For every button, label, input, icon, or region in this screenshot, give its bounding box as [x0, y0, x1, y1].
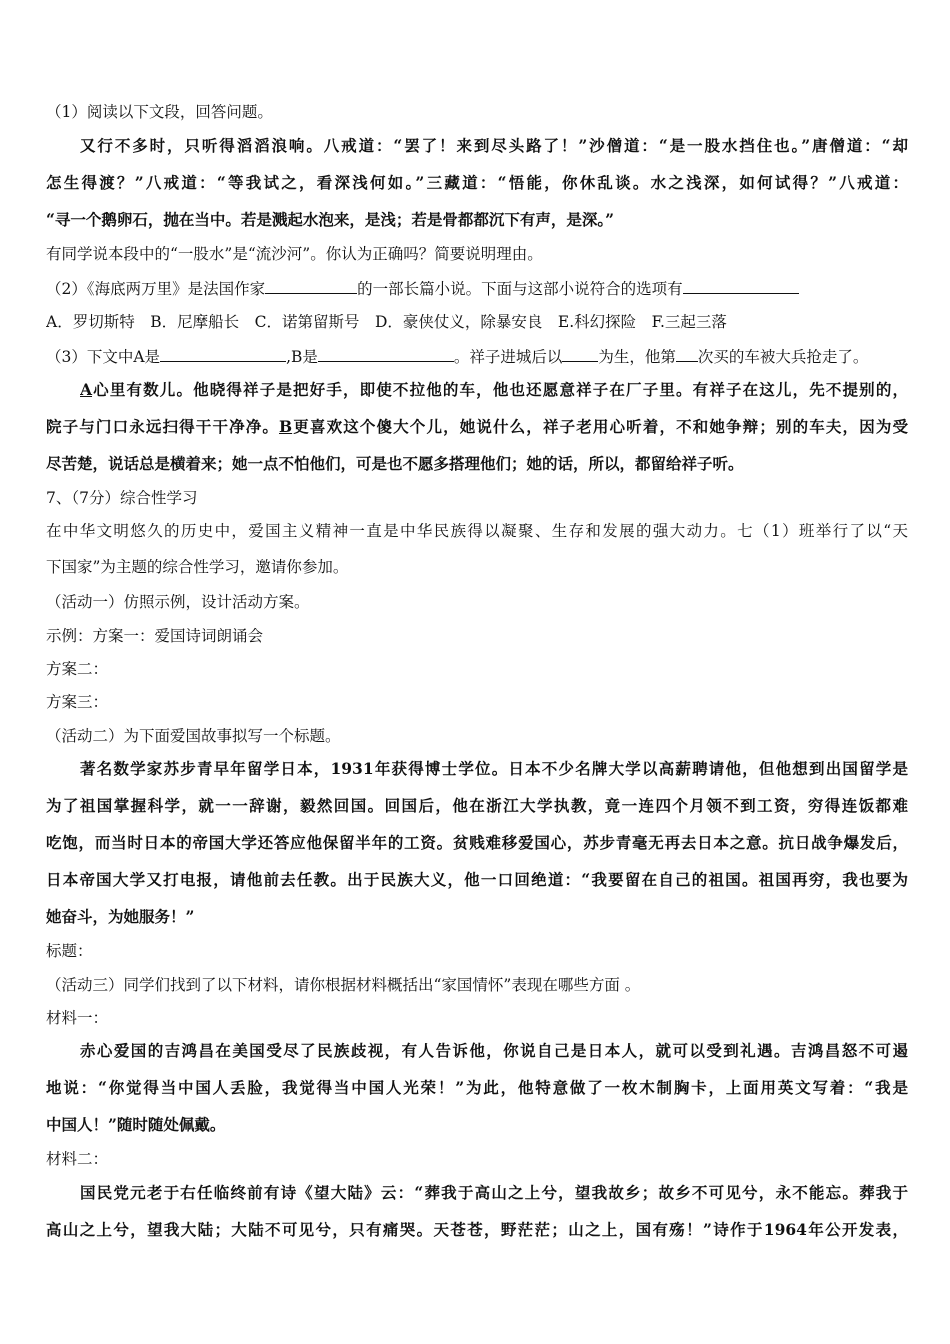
q3-passage-line-2-part2: 更喜欢这个傻大个儿，她说什么，祥子老用心听着，不和她争辩；别的车夫，因为受: [292, 417, 908, 436]
q3-passage-line-3: 尽苦楚，说话总是横着来；她一点不怕他们，可是也不愿多搭理他们；她的话，所以，都留给祥子听。: [46, 454, 744, 473]
story-line-2: 为了祖国掌握科学，就一一辞谢，毅然回国。回国后，他在浙江大学执教，竟一连四个月领不到工资，穷得连饭都难: [46, 796, 908, 815]
q2-blank-author[interactable]: [265, 278, 357, 294]
q3-line: [46, 346, 908, 367]
q3-passage-line-2: [46, 417, 908, 437]
q3-marker-a: A: [80, 380, 93, 399]
material1-label: 材料一：: [46, 1009, 109, 1027]
plan2-label: 方案二：: [46, 660, 109, 678]
q3-text-part4: 为生，他第: [598, 348, 676, 366]
material2-line-2: 高山之上兮，望我大陆；大陆不可见兮，只有痛哭。天苍苍，野茫茫；山之上，国有殇！”诗作于1964年公开发表，: [46, 1220, 908, 1239]
q3-blank-job[interactable]: [562, 346, 598, 362]
title-label: 标题：: [46, 942, 93, 960]
material1-line-3: 中国人！”随时随处佩戴。: [46, 1115, 226, 1134]
material1-line-2: 地说：“你觉得当中国人丢脸，我觉得当中国人光荣！”为此，他特意做了一枚木制胸卡，上面用英文写着：“我是: [46, 1078, 908, 1097]
q3-blank-a[interactable]: [160, 346, 286, 362]
material2-line-1: 国民党元老于右任临终前有诗《望大陆》云：“葬我于高山之上兮，望我故乡；故乡不可见兮，永不能忘。葬我于: [80, 1183, 908, 1202]
q1-question: 有同学说本段中的“一股水”是“流沙河”。你认为正确吗？简要说明理由。: [46, 245, 543, 263]
q3-text-part3: 。祥子进城后以: [453, 348, 563, 366]
q7-heading: 7、（7分）综合性学习: [46, 489, 198, 507]
q7-intro-line-1: 在中华文明悠久的历史中，爱国主义精神一直是中华民族得以凝聚、生存和发展的强大动力。七（1）班举行了以“天: [46, 522, 908, 540]
plan3-label: 方案三：: [46, 693, 109, 711]
story-line-3: 吃饱，而当时日本的帝国大学还答应他保留半年的工资。贫贱难移爱国心，苏步青毫无再去日本之意。抗日战争爆发后，: [46, 833, 908, 852]
material1-line-1: 赤心爱国的吉鸿昌在美国受尽了民族歧视，有人告诉他，你说自己是日本人，就可以受到礼遇。吉鸿昌怒不可遏: [80, 1041, 908, 1060]
story-line-1: 著名数学家苏步青早年留学日本，1931年获得博士学位。日本不少名牌大学以高薪聘请他，但他想到出国留学是: [80, 759, 908, 778]
q1-passage-line-2: 怎生得渡？”八戒道：“等我试之，看深浅何如。”三藏道：“悟能，你休乱谈。水之浅深，如何试得？”八戒道：: [46, 173, 908, 192]
q1-passage-line-3: “寻一个鹅卵石，抛在当中。若是溅起水泡来，是浅；若是骨都都沉下有声，是深。”: [46, 210, 615, 229]
q3-passage-line-1: [80, 380, 908, 400]
activity1-example: 示例：方案一：爱国诗词朗诵会: [46, 627, 264, 645]
q2-text-part1: （2）《海底两万里》是法国作家: [46, 280, 266, 298]
q1-passage-line-1: 又行不多时，只听得滔滔浪响。八戒道：“罢了！来到尽头路了！”沙僧道：“是一股水挡住也。”唐僧道：“却: [80, 136, 908, 155]
q3-blank-count[interactable]: [676, 346, 698, 362]
q7-intro-line-2: 下国家”为主题的综合性学习，邀请你参加。: [46, 558, 349, 576]
activity1-heading: （活动一）仿照示例，设计活动方案。: [46, 593, 310, 611]
story-line-5: 她奋斗，为她服务！”: [46, 907, 195, 926]
q3-passage-line-1-text: 心里有数儿。他晓得祥子是把好手，即使不拉他的车，他也还愿意祥子在厂子里。有祥子在这儿，先不提别的，: [92, 380, 908, 399]
material2-label: 材料二：: [46, 1150, 109, 1168]
q3-passage-line-2-part1: 院子与门口永远扫得干干净净。: [46, 417, 280, 436]
q2-options: A．罗切斯特 B．尼摩船长 C．诺第留斯号 D．豪侠仗义，除暴安良 E.科幻探险 F.三起三落: [46, 313, 727, 331]
q2-line: [46, 278, 908, 299]
q1-heading: （1）阅读以下文段，回答问题。: [46, 103, 273, 121]
q3-text-part2: ,B是: [286, 348, 318, 366]
q2-text-part2: 的一部长篇小说。下面与这部小说符合的选项有: [357, 280, 683, 298]
q3-blank-b[interactable]: [318, 346, 454, 362]
activity3-heading: （活动三）同学们找到了以下材料，请你根据材料概括出“家国情怀”表现在哪些方面 。: [46, 976, 641, 994]
q3-text-part5: 次买的车被大兵抢走了。: [697, 348, 869, 366]
q2-blank-options[interactable]: [683, 278, 799, 294]
story-line-4: 日本帝国大学又打电报，请他前去任教。出于民族大义，他一口回绝道：“我要留在自己的祖国。祖国再穷，我也要为: [46, 870, 908, 889]
q3-marker-b: B: [279, 417, 293, 436]
activity2-heading: （活动二）为下面爱国故事拟写一个标题。: [46, 727, 341, 745]
q3-text-part1: （3）下文中A是: [46, 348, 161, 366]
